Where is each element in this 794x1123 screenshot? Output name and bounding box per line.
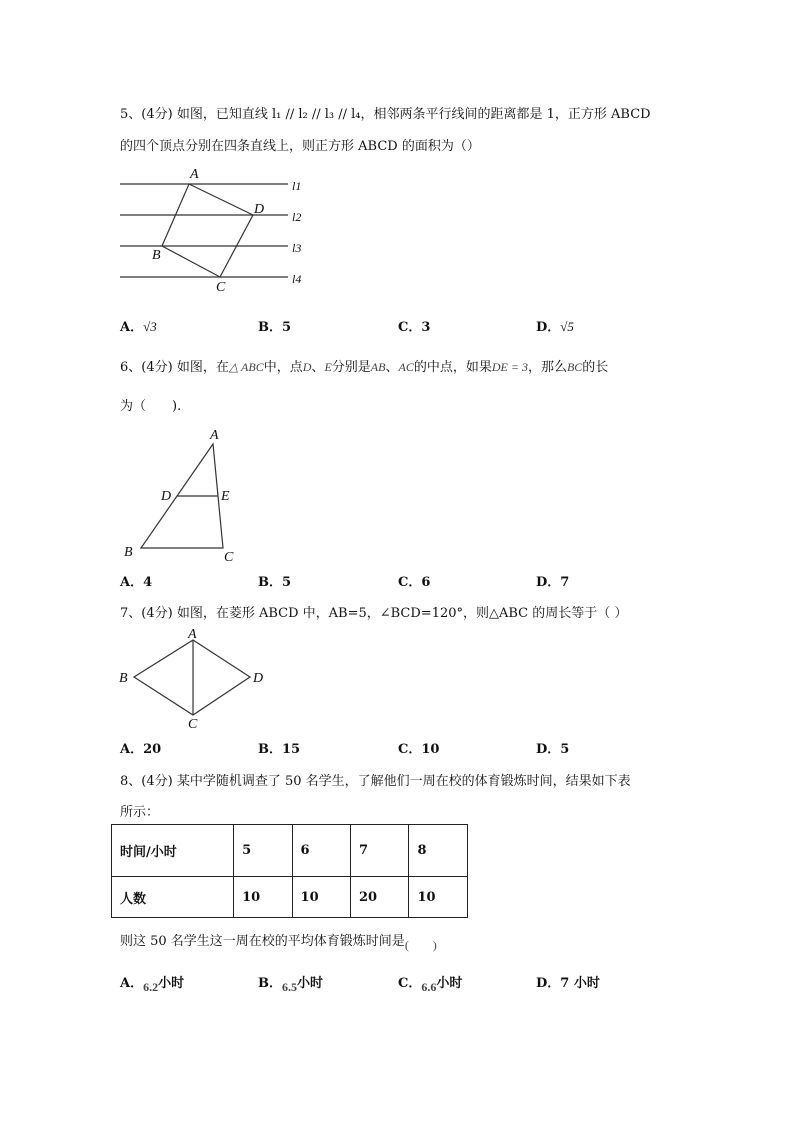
q6-option-c[interactable] xyxy=(398,571,430,590)
q7-label-d: D xyxy=(253,671,264,686)
q5-option-b-value: 5 xyxy=(282,320,292,335)
q6-point-e: E xyxy=(324,360,332,374)
q7-option-c-letter: C． xyxy=(398,742,422,757)
q5-option-a-value: √3 xyxy=(143,319,157,334)
q5-stem-line1: 5、(4分) 如图，已知直线 l₁ // l₂ // l₃ // l₄，相邻两条平行线间的距离都是 1，正方形 ABCD xyxy=(120,107,651,122)
q6-text-a: 6、(4分) 如图，在 xyxy=(120,360,229,375)
q5-option-c-letter: C． xyxy=(398,320,422,335)
q5-option-c-value: 3 xyxy=(421,320,431,335)
q7-option-d[interactable] xyxy=(536,738,569,757)
q8-header-cell: 8 xyxy=(409,825,468,877)
q5-option-a-letter: A． xyxy=(120,320,144,335)
q6-point-d: D xyxy=(302,360,312,374)
q8-table-header-row xyxy=(112,825,468,877)
q8-option-b-unit: 小时 xyxy=(297,976,324,991)
q7-option-c-value: 10 xyxy=(421,742,440,757)
q6-text-b: 中，点 xyxy=(263,360,303,375)
q8-row-cell: 20 xyxy=(351,877,409,918)
q8-option-a-letter: A． xyxy=(120,976,144,991)
q8-stem-line1: 8、(4分) 某中学随机调查了 50 名学生，了解他们一周在校的体育锻炼时间，结果如下表 xyxy=(120,774,631,789)
q6-seg-ac: AC xyxy=(398,360,414,374)
q6-text-f: 的长 xyxy=(582,360,609,375)
q6-sep2: 、 xyxy=(385,360,399,375)
q6-option-d-letter: D． xyxy=(536,575,561,590)
q5-option-d-letter: D． xyxy=(536,320,561,335)
q7-option-a[interactable] xyxy=(120,738,161,757)
q8-table-row xyxy=(112,877,468,918)
q6-triangle-abc: △ ABC xyxy=(228,360,264,374)
q6-option-d[interactable] xyxy=(536,571,569,590)
q8-header-label: 时间/小时 xyxy=(112,825,234,877)
q6-label-e: E xyxy=(221,489,230,504)
q5-square xyxy=(162,184,253,277)
q5-label-a: A xyxy=(190,167,199,182)
q6-stem-line1 xyxy=(120,356,608,375)
q8-row-label: 人数 xyxy=(112,877,234,918)
q8-option-c-letter: C． xyxy=(398,976,422,991)
q8-option-c-num: 6.6 xyxy=(421,980,437,994)
q7-option-a-value: 20 xyxy=(143,742,162,757)
q5-label-b: B xyxy=(152,248,161,263)
q6-label-c: C xyxy=(224,550,234,565)
q5-option-d-value: √5 xyxy=(560,319,574,334)
q5-option-b[interactable] xyxy=(258,316,291,335)
q5-label-d: D xyxy=(254,202,265,217)
q6-seg-bc: BC xyxy=(566,360,583,374)
q6-text-d: 的中点，如果 xyxy=(413,360,492,375)
q5-label-l1: l1 xyxy=(292,179,302,193)
q6-option-b[interactable] xyxy=(258,571,291,590)
q6-option-b-letter: B． xyxy=(258,575,282,590)
q5-option-d[interactable] xyxy=(536,316,574,335)
q7-option-b[interactable] xyxy=(258,738,300,757)
q8-answer-blank: ( ) xyxy=(404,938,437,952)
q8-header-cell: 5 xyxy=(234,825,292,877)
q5-label-l4: l4 xyxy=(292,272,302,286)
q8-option-a-num: 6.2 xyxy=(143,980,159,994)
q5-figure xyxy=(120,165,320,295)
q7-label-a: A xyxy=(188,627,197,642)
q8-option-d-unit: 7 小时 xyxy=(560,976,600,991)
q6-option-d-value: 7 xyxy=(560,575,570,590)
q5-label-l3: l3 xyxy=(292,241,302,255)
q8-header-cell: 7 xyxy=(351,825,409,877)
q8-stem-line2: 所示： xyxy=(120,805,160,820)
q8-option-b[interactable] xyxy=(258,972,324,994)
q7-option-a-letter: A． xyxy=(120,742,144,757)
q6-label-a: A xyxy=(210,428,219,443)
q8-option-c[interactable] xyxy=(398,972,463,994)
q5-label-c: C xyxy=(216,280,226,295)
q8-header-cell: 6 xyxy=(292,825,350,877)
q8-option-a-unit: 小时 xyxy=(158,976,185,991)
q5-option-a[interactable] xyxy=(120,316,157,335)
q6-label-b: B xyxy=(124,545,133,560)
q7-label-b: B xyxy=(119,671,128,686)
q8-option-d[interactable] xyxy=(536,972,600,991)
q6-option-a-letter: A． xyxy=(120,575,144,590)
q7-option-c[interactable] xyxy=(398,738,439,757)
q6-option-a[interactable] xyxy=(120,571,152,590)
q5-option-b-letter: B． xyxy=(258,320,282,335)
q8-option-a[interactable] xyxy=(120,972,185,994)
q7-rhombus xyxy=(134,640,250,715)
q6-option-a-value: 4 xyxy=(143,575,153,590)
q6-stem-line2: 为（ ). xyxy=(120,399,182,414)
q6-label-d: D xyxy=(161,489,172,504)
q6-option-c-letter: C． xyxy=(398,575,422,590)
q7-option-b-value: 15 xyxy=(282,742,301,757)
q6-option-b-value: 5 xyxy=(282,575,292,590)
q6-option-c-value: 6 xyxy=(421,575,431,590)
q5-stem-line2: 的四个顶点分别在四条直线上，则正方形 ABCD 的面积为（） xyxy=(120,139,480,154)
q8-row-cell: 10 xyxy=(292,877,350,918)
q6-text-e: ，那么 xyxy=(527,360,567,375)
q6-text-c: 分别是 xyxy=(331,360,371,375)
q8-option-c-unit: 小时 xyxy=(436,976,463,991)
q8-option-b-num: 6.5 xyxy=(282,980,297,994)
q5-option-c[interactable] xyxy=(398,316,430,335)
q7-figure xyxy=(115,625,275,732)
q7-option-d-value: 5 xyxy=(560,742,570,757)
q8-option-d-letter: D． xyxy=(536,976,561,991)
q6-sep: 、 xyxy=(311,360,325,375)
q5-label-l2: l2 xyxy=(292,210,302,224)
q8-row-cell: 10 xyxy=(409,877,468,918)
q7-label-c: C xyxy=(188,717,198,732)
q8-row-cell: 10 xyxy=(234,877,292,918)
q8-stem-line3 xyxy=(120,930,437,952)
q6-de-eq: DE = 3 xyxy=(491,360,528,374)
q6-seg-ab: AB xyxy=(370,360,386,374)
q8-stem-text: 则这 50 名学生这一周在校的平均体育锻炼时间是 xyxy=(120,934,405,949)
q6-figure xyxy=(120,425,250,565)
q8-data-table xyxy=(111,824,468,918)
q7-stem-line1: 7、(4分) 如图，在菱形 ABCD 中，AB=5，∠BCD=120°，则△ABC 的周长等于（ ） xyxy=(120,606,628,621)
q8-option-b-letter: B． xyxy=(258,976,282,991)
q7-option-b-letter: B． xyxy=(258,742,282,757)
q7-option-d-letter: D． xyxy=(536,742,561,757)
